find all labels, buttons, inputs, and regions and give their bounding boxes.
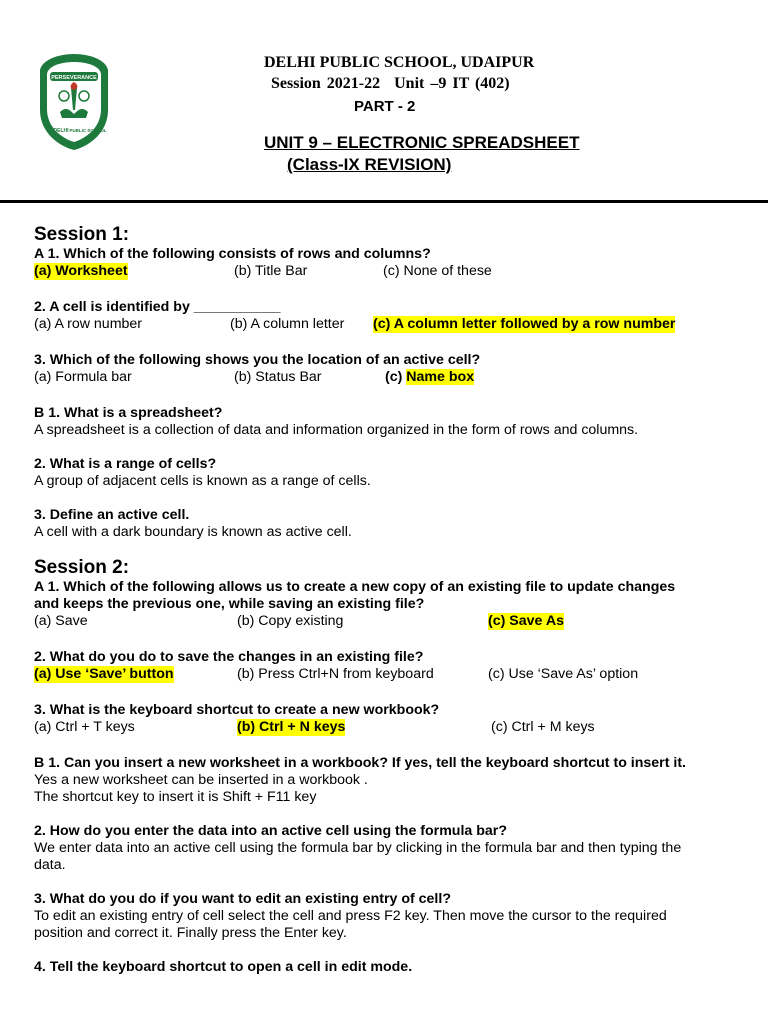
question: 3. What do you do if you want to edit an existing entry of cell? — [34, 891, 451, 907]
options-row — [34, 613, 734, 632]
question: 2. How do you enter the data into an active cell using the formula bar? — [34, 823, 507, 839]
answer-option: (c) Save As — [488, 613, 564, 629]
option-letter: (c) — [385, 369, 403, 385]
question: A 1. Which of the following allows us to create a new copy of an existing file to update changes — [34, 579, 676, 595]
question: 2. A cell is identified by ___________ — [34, 299, 281, 315]
option: (c) Use ‘Save As’ option — [488, 666, 639, 682]
question: 3. Which of the following shows you the location of an active cell? — [34, 352, 481, 368]
question: 2. What is a range of cells? — [34, 456, 217, 472]
logo-text-right: PUBLIC SCHOOL — [69, 128, 107, 133]
option: (b) A column letter — [230, 316, 345, 332]
options-row — [34, 316, 734, 335]
options-row — [34, 369, 734, 388]
question: 2. What do you do to save the changes in an existing file? — [34, 649, 424, 665]
option: (a) Ctrl + T keys — [34, 719, 135, 735]
session-year: Session 2021-22 — [271, 75, 381, 92]
school-name: DELHI PUBLIC SCHOOL, UDAIPUR — [264, 54, 535, 71]
options-row — [34, 666, 734, 685]
question: B 1. What is a spreadsheet? — [34, 405, 223, 421]
session-line — [271, 75, 510, 93]
option: (b) Copy existing — [237, 613, 344, 629]
option: (b) Title Bar — [234, 263, 308, 279]
question-continued: and keeps the previous one, while saving an existing file? — [34, 596, 425, 612]
answer-option — [385, 369, 474, 386]
option: (c) None of these — [383, 263, 492, 279]
options-row — [34, 263, 734, 282]
unit-code: Unit –9 IT (402) — [394, 75, 510, 92]
answer-option: (a) Use ‘Save’ button — [34, 666, 174, 682]
document-header — [0, 0, 768, 200]
class-revision-subtitle: (Class-IX REVISION) — [287, 155, 452, 174]
session-1-heading: Session 1: — [34, 224, 130, 245]
answer: To edit an existing entry of cell select the cell and press F2 key. Then move the cursor to the required — [34, 908, 667, 924]
unit-title: UNIT 9 – ELECTRONIC SPREADSHEET — [264, 133, 580, 152]
school-logo — [38, 52, 110, 152]
option: (b) Press Ctrl+N from keyboard — [237, 666, 434, 682]
answer: A group of adjacent cells is known as a range of cells. — [34, 473, 371, 489]
question: 4. Tell the keyboard shortcut to open a cell in edit mode. — [34, 959, 413, 975]
answer: A spreadsheet is a collection of data and information organized in the form of rows and columns. — [34, 422, 639, 438]
session-2-heading: Session 2: — [34, 557, 130, 578]
option: (c) Ctrl + M keys — [491, 719, 595, 735]
answer-option: (c) A column letter followed by a row number — [373, 316, 676, 332]
option: (a) Save — [34, 613, 88, 629]
answer: position and correct it. Finally press the Enter key. — [34, 925, 347, 941]
option: (a) A row number — [34, 316, 143, 332]
logo-motto: PERSEVERANCE — [51, 75, 97, 81]
answer-highlight: Name box — [406, 369, 475, 385]
worksheet-content — [34, 224, 734, 976]
question: A 1. Which of the following consists of rows and columns? — [34, 246, 431, 262]
question: 3. What is the keyboard shortcut to create a new workbook? — [34, 702, 440, 718]
answer: A cell with a dark boundary is known as active cell. — [34, 524, 352, 540]
header-divider — [0, 200, 768, 203]
answer-option: (b) Ctrl + N keys — [237, 719, 346, 735]
question: B 1. Can you insert a new worksheet in a workbook? If yes, tell the keyboard shortcut to insert it. — [34, 755, 686, 771]
answer: We enter data into an active cell using the formula bar by clicking in the formula bar and then typing the — [34, 840, 682, 856]
options-row — [34, 719, 734, 738]
question: 3. Define an active cell. — [34, 507, 190, 523]
part-label: PART - 2 — [354, 98, 416, 115]
option: (b) Status Bar — [234, 369, 322, 385]
answer: data. — [34, 857, 66, 873]
logo-text-left: DELHI — [53, 128, 69, 134]
option: (a) Formula bar — [34, 369, 132, 385]
answer-option: (a) Worksheet — [34, 263, 128, 279]
answer: The shortcut key to insert it is Shift + F11 key — [34, 789, 317, 805]
answer: Yes a new worksheet can be inserted in a workbook . — [34, 772, 368, 788]
